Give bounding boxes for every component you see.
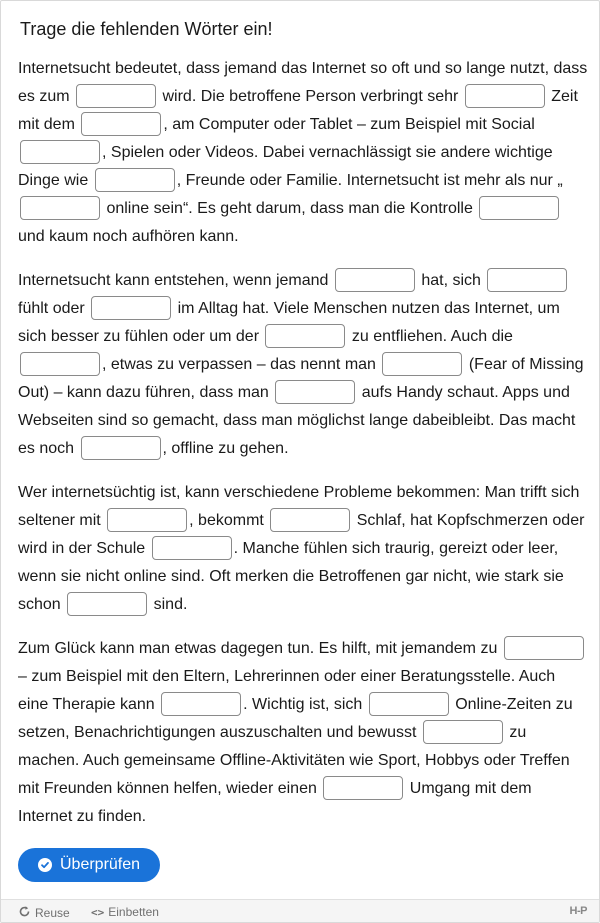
blank-input[interactable] [107,508,187,532]
blank-input[interactable] [423,720,503,744]
blank-input[interactable] [465,84,545,108]
reuse-label: Reuse [35,906,70,920]
cloze-text-segment: , offline zu gehen. [162,440,289,457]
check-circle-icon [38,858,52,872]
cloze-text-segment: und kaum noch aufhören kann. [18,228,239,245]
blank-input[interactable] [382,352,462,376]
cloze-text-segment: Schlaf, hat Kopfschmerzen oder wird in der Schule [18,512,585,557]
blank-input[interactable] [76,84,156,108]
blank-input[interactable] [67,592,147,616]
blank-input[interactable] [81,436,161,460]
embed-icon: <> [91,905,105,919]
blank-input[interactable] [95,168,175,192]
blank-input[interactable] [91,296,171,320]
blank-input[interactable] [479,196,559,220]
blank-input[interactable] [323,776,403,800]
cloze-text-segment: Internetsucht bedeutet, dass jemand das Internet so oft und so lange nutzt, dass es zum [18,60,588,105]
cloze-text-segment: Internetsucht kann entstehen, wenn jemand [18,272,329,289]
embed-link[interactable] [91,905,159,919]
cloze-text-segment: , Spielen oder Videos. Dabei vernachlässigt sie andere wichtige Dinge wie [18,144,553,189]
cloze-text-segment: im Alltag hat. Viele Menschen nutzen das Internet, um sich besser zu fühlen oder um der [18,300,560,345]
cloze-text-segment: fühlt oder [18,300,85,317]
blank-input[interactable] [265,324,345,348]
cloze-text-segment: zu machen. Auch gemeinsame Offline-Aktivitäten wie Sport, Hobbys oder Treffen mit Freunden können helfen, wieder einen [18,724,570,797]
cloze-text-segment: Zum Glück kann man etwas dagegen tun. Es hilft, mit jemandem zu [18,640,498,657]
cloze-text-segment: , Freunde oder Familie. Internetsucht ist mehr als nur „ [176,172,563,189]
cloze-text-segment: , bekommt [189,512,264,529]
cloze-paragraph [18,479,588,619]
blank-input[interactable] [335,268,415,292]
cloze-text-segment: , etwas zu verpassen – das nennt man [102,356,376,373]
cloze-text-segment: Online-Zeiten zu setzen, Benachrichtigungen auszuschalten und bewusst [18,696,573,741]
blank-input[interactable] [369,692,449,716]
blank-input[interactable] [504,636,584,660]
cloze-text-segment: , am Computer oder Tablet – zum Beispiel mit Social [163,116,535,133]
cloze-paragraph [18,55,588,251]
cloze-text-segment: Umgang mit dem Internet zu finden. [18,780,532,825]
blank-input[interactable] [20,140,100,164]
blank-input[interactable] [20,196,100,220]
embed-label: Einbetten [108,905,159,919]
cloze-text-segment: Wer internetsüchtig ist, kann verschiedene Probleme bekommen: Man trifft sich seltener mit [18,484,580,529]
blank-input[interactable] [275,380,355,404]
blank-input[interactable] [161,692,241,716]
cloze-text-segment: Zeit mit dem [18,88,578,133]
cloze-text-segment: hat, sich [421,272,481,289]
cloze-paragraph [18,267,588,463]
cloze-text-segment: zu entfliehen. Auch die [351,328,513,345]
cloze-text-segment: (Fear of Missing Out) – kann dazu führen, dass man [18,356,584,401]
cloze-text-segment: aufs Handy schaut. Apps und Webseiten sind so gemacht, dass man möglichst lange dabeibleibt. Das macht es noch [18,384,576,457]
check-button[interactable] [18,848,160,882]
cloze-text-segment: . Wichtig ist, sich [243,696,363,713]
cloze-text-segment: online sein“. Es geht darum, dass man die Kontrolle [106,200,473,217]
footer-bar [1,899,599,923]
blank-input[interactable] [20,352,100,376]
cloze-text-segment: . Manche fühlen sich traurig, gereizt oder leer, wenn sie nicht online sind. Oft merken die Betroffenen gar nicht, wie stark sie schon [18,540,564,613]
cloze-text-segment: sind. [153,596,188,613]
task-title: Trage die fehlenden Wörter ein! [20,19,273,39]
reuse-link[interactable] [18,905,70,921]
blank-input[interactable] [152,536,232,560]
blank-input[interactable] [81,112,161,136]
cloze-paragraph [18,635,588,831]
check-button-label: Überprüfen [60,856,141,873]
h5p-logo: H-P [569,905,587,917]
blank-input[interactable] [487,268,567,292]
reuse-icon [18,905,31,921]
blank-input[interactable] [270,508,350,532]
cloze-text-segment: – zum Beispiel mit den Eltern, Lehrerinnen oder einer Beratungsstelle. Auch eine Therapie kann [18,668,556,713]
cloze-text [18,55,588,847]
cloze-text-segment: wird. Die betroffene Person verbringt sehr [162,88,459,105]
